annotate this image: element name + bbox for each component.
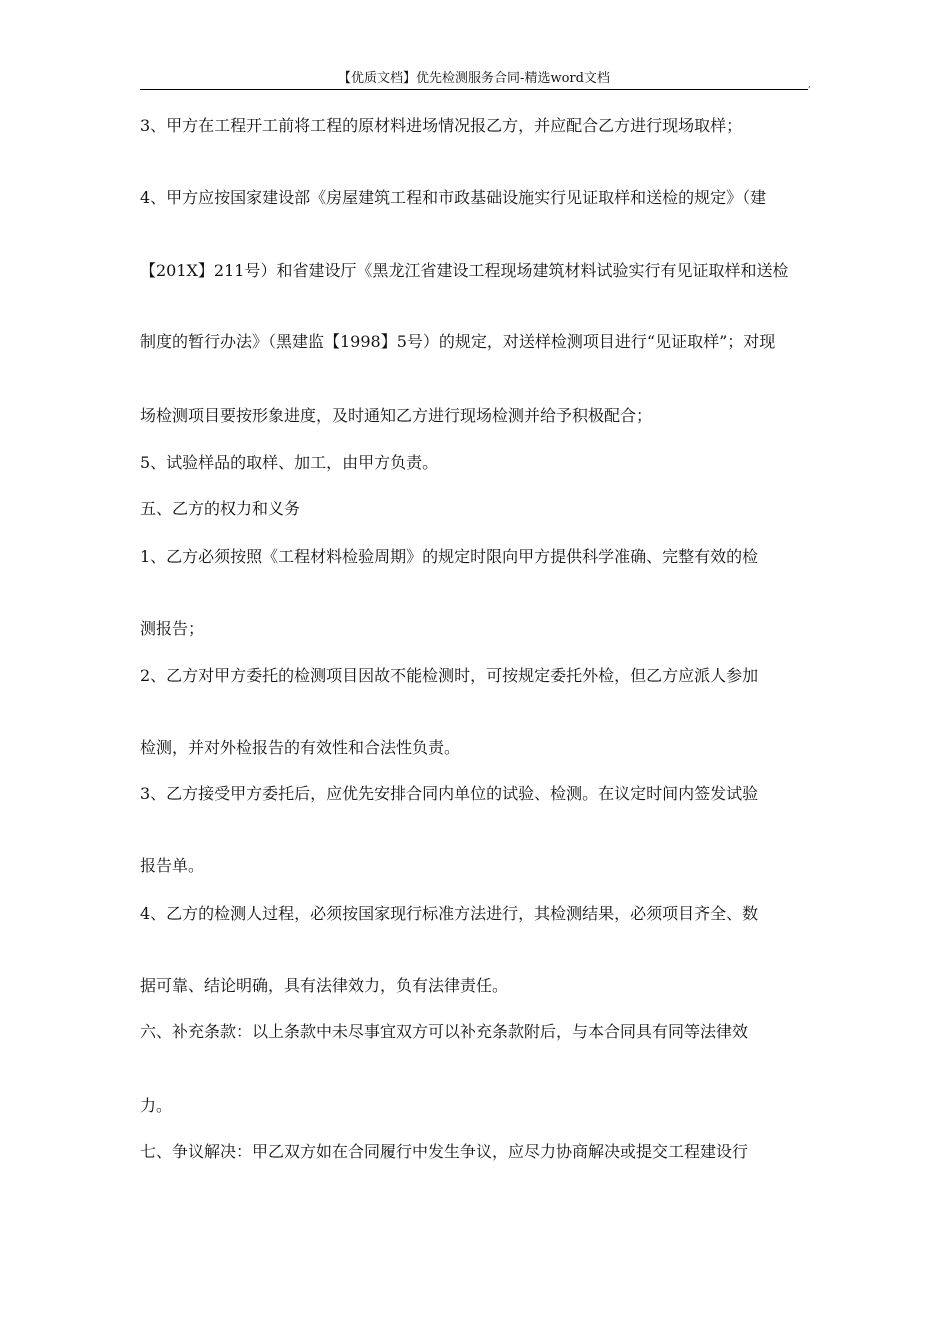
paragraph: 4、乙方的检测人过程，必须按国家现行标准方法进行，其检测结果，必须项目齐全、数 — [140, 904, 759, 923]
header-mark: , — [808, 80, 811, 90]
paragraph: 2、乙方对甲方委托的检测项目因故不能检测时，可按规定委托外检，但乙方应派人参加 — [140, 666, 759, 685]
paragraph: 报告单。 — [140, 856, 205, 875]
paragraph: 制度的暂行办法》（黑建监【1998】5号）的规定，对送样检测项目进行“见证取样”；对现 — [140, 332, 776, 351]
header-divider — [140, 89, 808, 90]
paragraph: 据可靠、结论明确，具有法律效力，负有法律责任。 — [140, 976, 509, 995]
paragraph: 3、乙方接受甲方委托后，应优先安排合同内单位的试验、检测。在议定时间内签发试验 — [140, 784, 759, 803]
section-heading: 五、乙方的权力和义务 — [140, 499, 301, 518]
paragraph: 检测，并对外检报告的有效性和合法性负责。 — [140, 738, 461, 757]
section-heading: 六、补充条款：以上条款中未尽事宜双方可以补充条款附后，与本合同具有同等法律效 — [140, 1022, 749, 1041]
page-header-title: 【优质文档】优先检测服务合同-精选word文档 — [338, 71, 610, 86]
paragraph: 4、甲方应按国家建设部《房屋建筑工程和市政基础设施实行见证取样和送检的规定》（建 — [140, 188, 767, 207]
paragraph: 【201X】211号）和省建设厅《黑龙江省建设工程现场建筑材料试验实行有见证取样和送检 — [140, 261, 789, 280]
section-heading: 七、争议解决：甲乙双方如在合同履行中发生争议，应尽力协商解决或提交工程建设行 — [140, 1142, 749, 1161]
paragraph: 力。 — [140, 1096, 173, 1115]
paragraph: 3、甲方在工程开工前将工程的原材料进场情况报乙方，并应配合乙方进行现场取样； — [140, 116, 743, 135]
paragraph: 测报告； — [140, 619, 205, 638]
paragraph: 5、试验样品的取样、加工，由甲方负责。 — [140, 453, 439, 472]
paragraph: 场检测项目要按形象进度，及时通知乙方进行现场检测并给予积极配合； — [140, 406, 653, 425]
paragraph: 1、乙方必须按照《工程材料检验周期》的规定时限向甲方提供科学准确、完整有效的检 — [140, 547, 759, 566]
